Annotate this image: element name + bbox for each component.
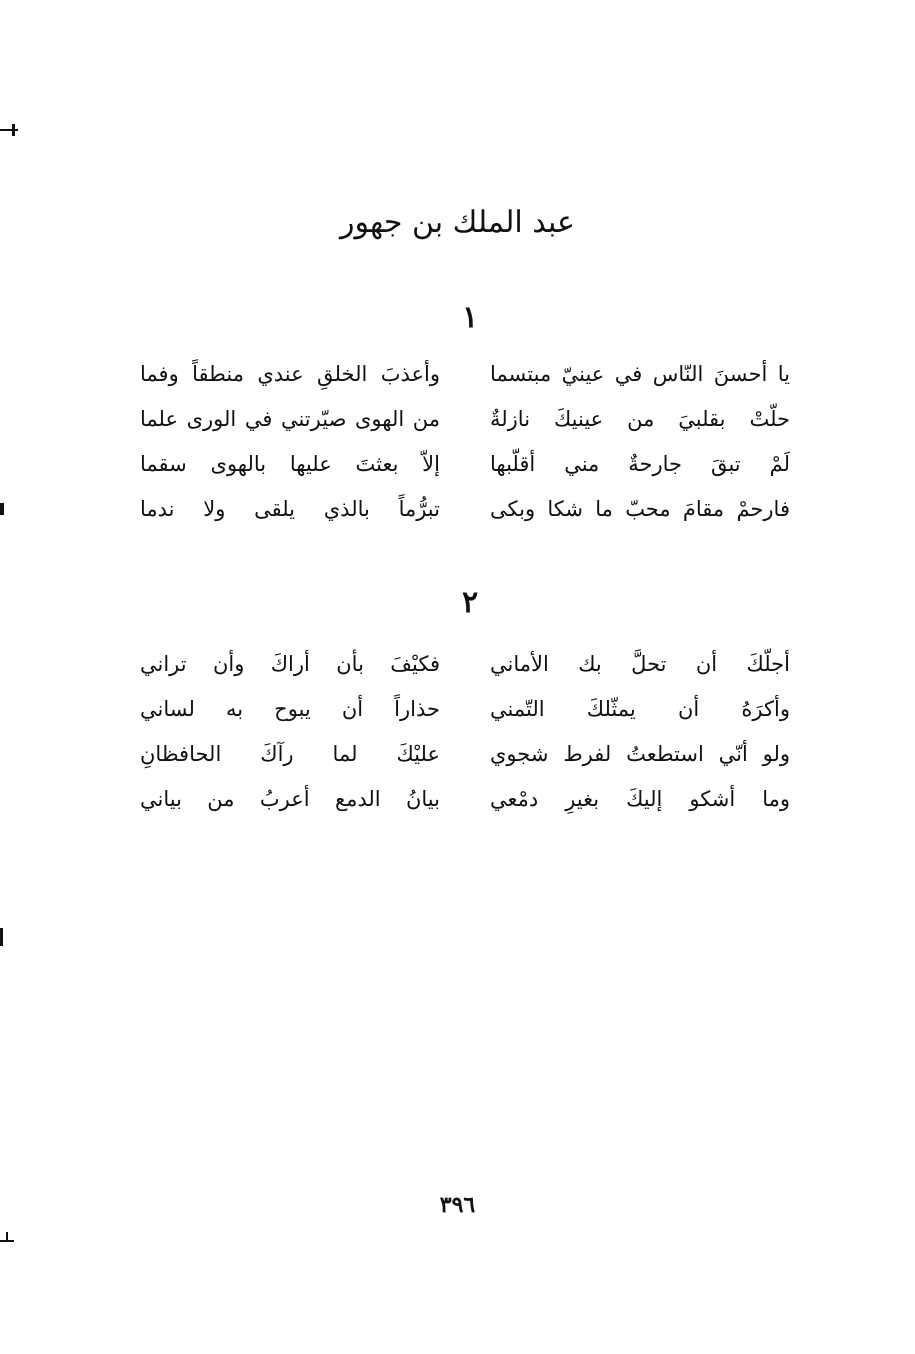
verse [140,777,790,822]
first-hemistich: ولو أنّي استطعتُ لفرط شجوي [490,742,790,766]
poem-number: ١ [461,300,479,335]
first-hemistich: وما أشكو إليكَ بغيرِ دمْعي [490,787,790,811]
second-hemistich: وأعذبَ الخلقِ عندي منطقاً وفما [140,362,440,386]
margin-mark [0,928,3,946]
second-hemistich: بيانُ الدمع أعربُ من بياني [140,787,440,811]
verse [140,442,790,487]
verse [140,732,790,777]
first-hemistich: لَمْ تبقَ جارحةٌ مني أقلّبها [490,452,790,476]
verse [140,397,790,442]
first-hemistich: أجلّكَ أن تحلَّ بك الأماني [490,652,790,676]
first-hemistich: يا أحسنَ النّاس في عينيّ مبتسما [490,362,790,386]
margin-mark [0,129,18,131]
first-hemistich: وأكرَهُ أن يمثّلكَ التّمني [490,697,790,721]
poem-number: ٢ [461,585,479,620]
second-hemistich: تبرُّماً بالذي يلقى ولا ندما [140,497,440,521]
margin-mark [6,1232,8,1242]
second-hemistich: حذاراً أن يبوح به لساني [140,697,440,721]
second-hemistich: إلاّ بعثتَ عليها بالهوى سقما [140,452,440,476]
first-hemistich: حلّتْ بقلبيَ من عينيكَ نازلةٌ [490,407,790,431]
margin-mark [0,503,4,515]
second-hemistich: عليْكَ لما رآكَ الحافظانِ [140,742,440,766]
poem [140,352,790,532]
verse [140,352,790,397]
page-number: ٣٩٦ [439,1192,476,1218]
poem [140,642,790,822]
page-title: عبد الملك بن جهور [340,205,575,240]
verse [140,687,790,732]
verse [140,487,790,532]
margin-mark [12,124,15,136]
first-hemistich: فارحمْ مقامَ محبّ ما شكا وبكى [490,497,790,521]
second-hemistich: من الهوى صيّرتني في الورى علما [140,407,440,431]
verse [140,642,790,687]
second-hemistich: فكيْفَ بأن أراكَ وأن تراني [140,652,440,676]
